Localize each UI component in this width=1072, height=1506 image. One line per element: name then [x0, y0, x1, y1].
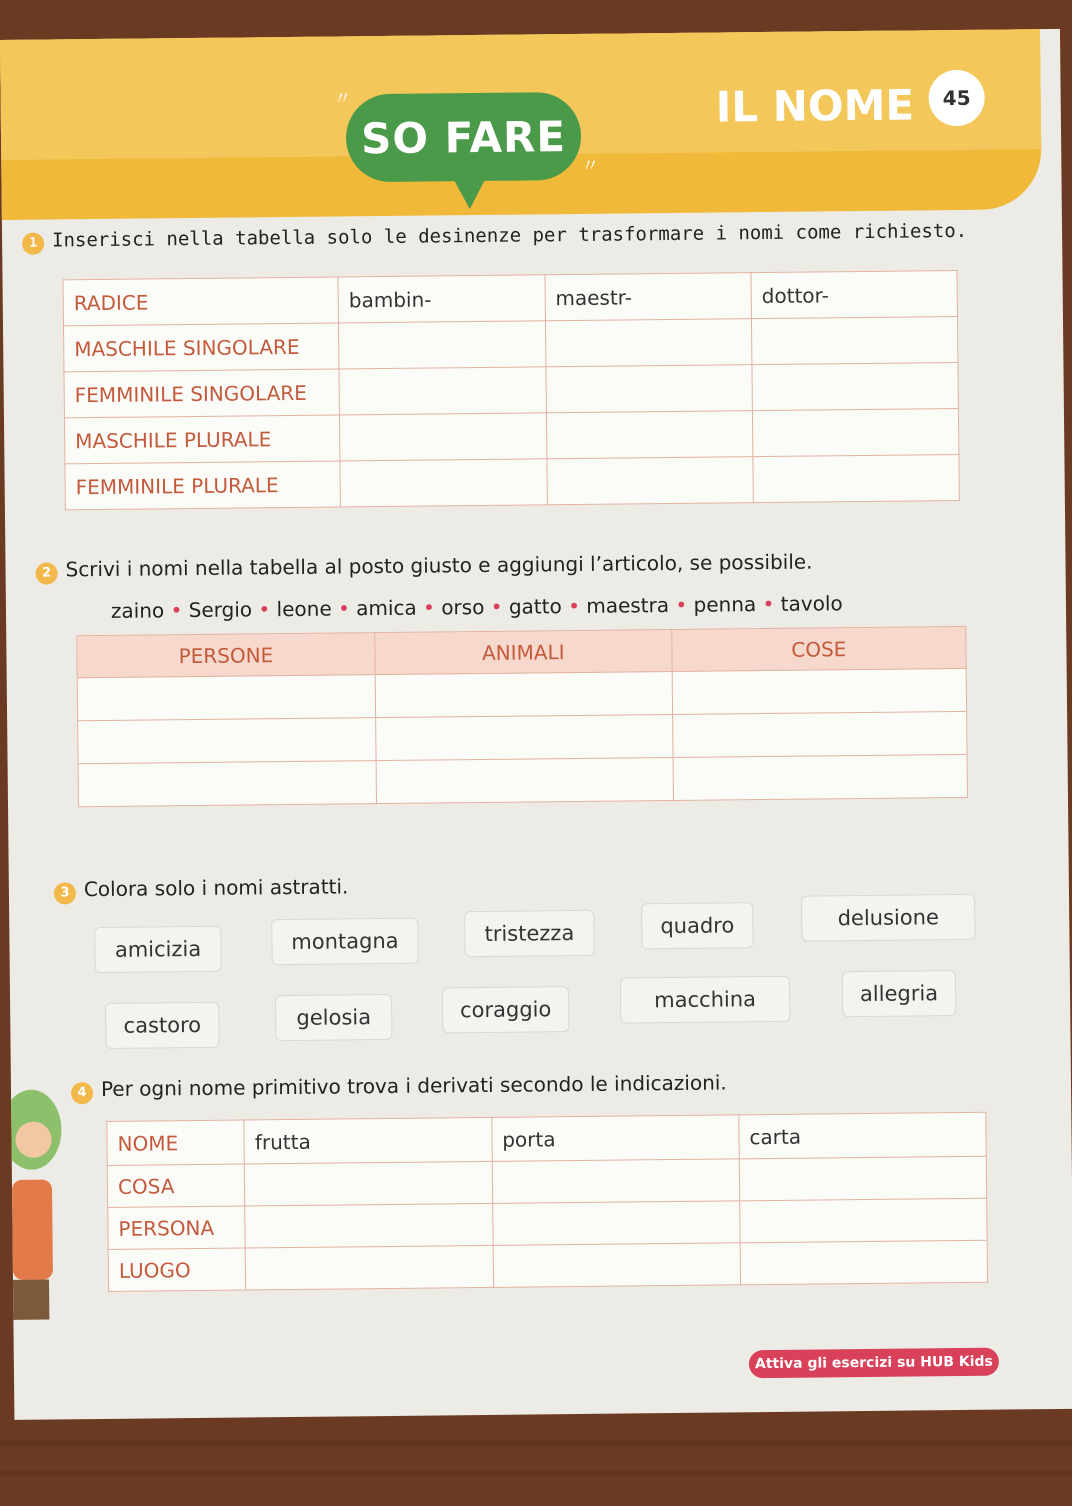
answer-cell[interactable]: [672, 711, 967, 757]
noun-chip[interactable]: montagna: [271, 918, 418, 966]
row-label: NOME: [107, 1120, 245, 1165]
exercise-number: 2: [35, 562, 57, 584]
answer-cell[interactable]: [78, 718, 376, 764]
answer-cell[interactable]: [492, 1201, 740, 1246]
root-cell: dottor-: [751, 270, 957, 318]
topic-title: IL NOME: [715, 80, 915, 132]
answer-cell[interactable]: [493, 1243, 741, 1288]
noun-chip[interactable]: tristezza: [464, 910, 594, 957]
sparkle-icon: 〃: [581, 155, 600, 177]
sparkle-icon: 〃: [333, 88, 352, 110]
answer-cell[interactable]: [753, 454, 959, 502]
noun-cell: frutta: [244, 1117, 492, 1164]
exercise-1-instruction: 1 Inserisci nella tabella solo le desinenze per trasformare i nomi come richiesto.: [22, 220, 967, 254]
answer-cell[interactable]: [752, 362, 958, 410]
row-label: MASCHILE PLURALE: [64, 415, 340, 464]
root-cell: bambin-: [338, 275, 545, 323]
endings-table: [63, 270, 960, 510]
answer-cell[interactable]: [339, 367, 546, 415]
answer-cell[interactable]: [246, 1245, 494, 1290]
answer-cell[interactable]: [375, 671, 672, 717]
exercise-number: 3: [54, 882, 76, 904]
noun-cell: carta: [739, 1112, 987, 1159]
answer-cell[interactable]: [340, 413, 547, 461]
answer-cell[interactable]: [546, 411, 753, 459]
answer-cell[interactable]: [492, 1159, 740, 1204]
hub-kids-badge[interactable]: Attiva gli esercizi su HUB Kids: [749, 1348, 999, 1379]
exercise-4-instruction: 4 Per ogni nome primitivo trova i derivati secondo le indicazioni.: [71, 1070, 727, 1103]
noun-chip[interactable]: castoro: [105, 1002, 219, 1049]
noun-chip[interactable]: coraggio: [442, 986, 569, 1033]
answer-cell[interactable]: [752, 408, 958, 456]
answer-cell[interactable]: [547, 457, 754, 505]
answer-cell[interactable]: [740, 1198, 988, 1243]
answer-cell[interactable]: [78, 761, 376, 807]
exercise-number: 4: [71, 1082, 93, 1104]
answer-cell[interactable]: [739, 1156, 987, 1201]
bubble-tail-icon: [451, 175, 487, 209]
noun-cell: porta: [492, 1115, 740, 1162]
row-label: MASCHILE SINGOLARE: [63, 323, 339, 372]
answer-cell[interactable]: [376, 714, 673, 760]
answer-cell[interactable]: [672, 668, 967, 714]
row-label: FEMMINILE PLURALE: [65, 461, 341, 510]
answer-cell[interactable]: [545, 319, 752, 367]
answer-cell[interactable]: [245, 1161, 493, 1206]
so-fare-bubble: SO FARE: [346, 92, 582, 182]
answer-cell[interactable]: [376, 757, 673, 803]
answer-cell[interactable]: [751, 316, 957, 364]
child-illustration-icon: [11, 1069, 74, 1350]
row-label: LUOGO: [108, 1248, 246, 1291]
noun-chip[interactable]: macchina: [620, 976, 790, 1024]
noun-chip[interactable]: delusione: [801, 894, 975, 942]
answer-cell[interactable]: [245, 1203, 493, 1248]
derivatives-table: [106, 1112, 988, 1292]
answer-cell[interactable]: [673, 754, 968, 800]
answer-cell[interactable]: [740, 1240, 988, 1285]
root-cell: maestr-: [545, 273, 752, 321]
workbook-page: [0, 29, 1072, 1420]
noun-chip[interactable]: allegria: [842, 970, 956, 1017]
column-header-cose: COSE: [671, 626, 966, 671]
page-number: 45: [928, 70, 985, 127]
answer-cell[interactable]: [546, 365, 753, 413]
exercise-number: 1: [22, 232, 44, 254]
categories-table: [76, 626, 968, 807]
row-label: RADICE: [63, 277, 339, 326]
answer-cell[interactable]: [77, 675, 375, 721]
noun-chip[interactable]: quadro: [641, 902, 753, 949]
column-header-animali: ANIMALI: [375, 630, 672, 675]
answer-cell[interactable]: [340, 459, 547, 507]
row-label: FEMMINILE SINGOLARE: [64, 369, 340, 418]
row-label: PERSONA: [108, 1206, 246, 1249]
exercise-3-instruction: 3 Colora solo i nomi astratti.: [54, 874, 349, 904]
column-header-persone: PERSONE: [77, 633, 375, 678]
noun-chip[interactable]: gelosia: [275, 994, 392, 1041]
word-list: zaino • Sergio • leone • amica • orso • gatto • maestra • penna • tavolo: [110, 591, 843, 623]
answer-cell[interactable]: [339, 321, 546, 369]
exercise-2-instruction: 2 Scrivi i nomi nella tabella al posto giusto e aggiungi l’articolo, se possibile.: [35, 550, 812, 585]
noun-chip[interactable]: amicizia: [94, 926, 221, 973]
row-label: COSA: [107, 1164, 245, 1207]
